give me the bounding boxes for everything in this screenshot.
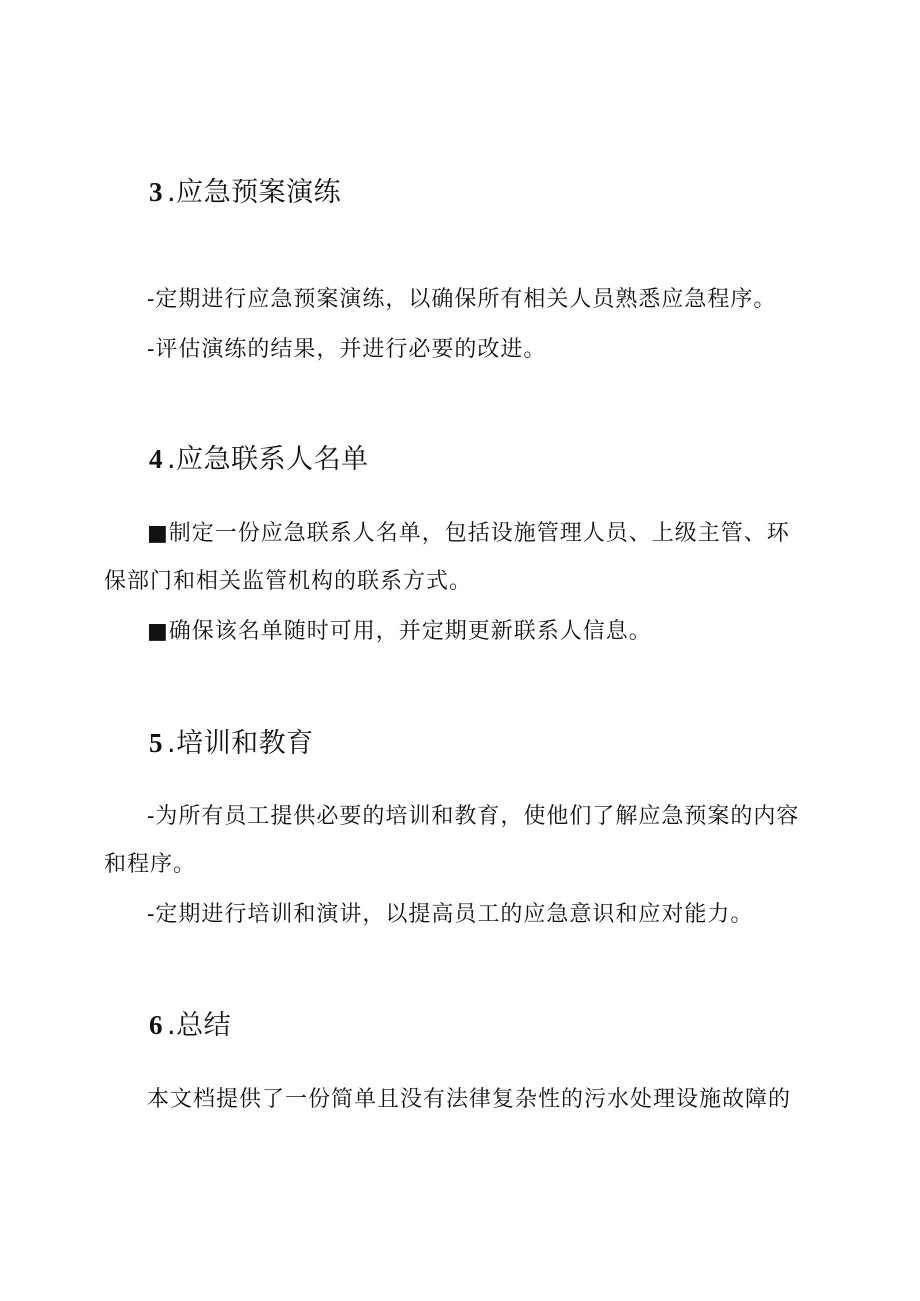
section-4-number: 4 <box>149 444 163 474</box>
section-4-heading <box>149 443 369 476</box>
section-4-line-3: ■确保该名单随时可用，并定期更新联系人信息。 <box>147 619 652 644</box>
section-3-line-1: -定期进行应急预案演练，以确保所有相关人员熟悉应急程序。 <box>147 287 777 312</box>
section-3-heading <box>149 176 341 209</box>
section-4-line-2: 保部门和相关监管机构的联系方式。 <box>104 569 473 594</box>
section-3-number: 3 <box>149 177 163 207</box>
section-4-line-1: ■制定一份应急联系人名单，包括设施管理人员、上级主管、环 <box>147 521 790 546</box>
section-6-heading <box>149 1009 231 1042</box>
section-5-title: .培训和教育 <box>167 728 314 759</box>
section-5-line-2: 和程序。 <box>104 852 197 877</box>
section-6-number: 6 <box>149 1010 163 1040</box>
section-6-line-1: 本文档提供了一份简单且没有法律复杂性的污水处理设施故障的 <box>147 1087 792 1112</box>
section-5-number: 5 <box>149 728 163 758</box>
section-5-line-3: -定期进行培训和演讲，以提高员工的应急意识和应对能力。 <box>147 902 754 927</box>
section-4-title: .应急联系人名单 <box>167 444 369 475</box>
section-3-title: .应急预案演练 <box>167 177 342 208</box>
section-5-heading <box>149 727 314 760</box>
section-5-line-1: -为所有员工提供必要的培训和教育，使他们了解应急预案的内容 <box>147 804 800 829</box>
section-3-line-2: -评估演练的结果，并进行必要的改进。 <box>147 337 547 362</box>
section-6-title: .总结 <box>167 1010 232 1041</box>
